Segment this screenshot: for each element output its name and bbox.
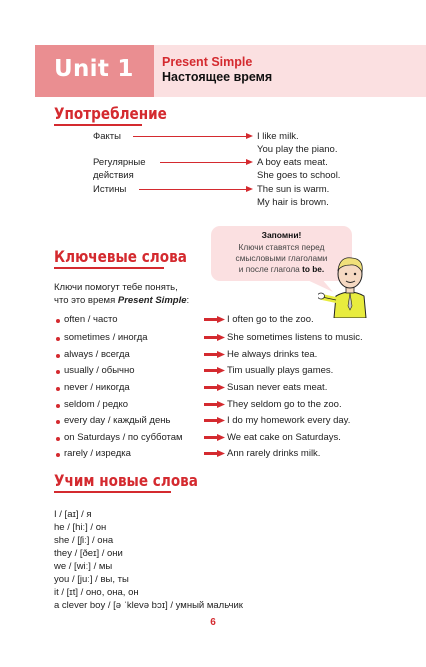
red-arrow-icon: [204, 450, 225, 457]
usage-label-regular: действия: [93, 170, 134, 181]
usage-label-facts: Факты: [93, 131, 121, 142]
red-arrow-icon: [204, 384, 225, 391]
keyword-example: Susan never eats meat.: [227, 382, 328, 393]
keyword-example: He always drinks tea.: [227, 349, 318, 360]
keywords-section-title: Ключевые слова: [54, 247, 187, 266]
bullet-icon: [56, 437, 60, 441]
topic-title-english: Present Simple: [162, 55, 253, 69]
unit-title: Unit 1: [54, 56, 134, 82]
red-arrow-icon: [204, 367, 225, 374]
topic-title-russian: Настоящее время: [162, 70, 273, 84]
usage-arrow-truths: [139, 189, 246, 190]
keywords-title-underline: [54, 267, 164, 269]
vocab-title-underline: [54, 491, 171, 493]
keyword-item: sometimes / иногда: [64, 332, 148, 343]
usage-example: I like milk.: [257, 131, 299, 142]
keywords-intro: что это время Present Simple:: [54, 295, 190, 306]
bullet-icon: [56, 404, 60, 408]
arrow-head-icon: [246, 133, 253, 139]
vocab-item: they / [ðeɪ] / они: [54, 548, 123, 559]
keyword-item: often / часто: [64, 314, 118, 325]
red-arrow-icon: [204, 334, 225, 341]
usage-example: My hair is brown.: [257, 197, 329, 208]
keyword-example: They seldom go to the zoo.: [227, 399, 342, 410]
callout-title: Запомни!: [261, 230, 302, 240]
keyword-example: Ann rarely drinks milk.: [227, 448, 321, 459]
keyword-item: always / всегда: [64, 349, 130, 360]
callout-text: Ключи ставятся перед смысловыми глаголами и после глагола to be.: [235, 242, 328, 274]
keyword-example: We eat cake on Saturdays.: [227, 432, 341, 443]
keyword-item: rarely / изредка: [64, 448, 131, 459]
bullet-icon: [56, 337, 60, 341]
arrow-head-icon: [246, 186, 253, 192]
page-number: 6: [210, 617, 216, 628]
keyword-item: usually / обычно: [64, 365, 135, 376]
keyword-example: She sometimes listens to music.: [227, 332, 363, 343]
bullet-icon: [56, 453, 60, 457]
usage-label-regular: Регулярные: [93, 157, 146, 168]
vocab-item: a clever boy / [ə ˈklevə bɔɪ] / умный мальчик: [54, 600, 243, 611]
bullet-icon: [56, 370, 60, 374]
keyword-example: I do my homework every day.: [227, 415, 351, 426]
vocab-item: you / [juː] / вы, ты: [54, 574, 129, 585]
keyword-arrows: [204, 313, 226, 463]
red-arrow-icon: [204, 316, 225, 323]
keyword-item: on Saturdays / по субботам: [64, 432, 183, 443]
boy-illustration-icon: [318, 250, 386, 318]
usage-arrow-facts: [133, 136, 246, 137]
keyword-item: every day / каждый день: [64, 415, 171, 426]
bullet-icon: [56, 354, 60, 358]
usage-section-title: Употребление: [54, 104, 167, 123]
keyword-item: never / никогда: [64, 382, 130, 393]
red-arrow-icon: [204, 417, 225, 424]
red-arrow-icon: [204, 351, 225, 358]
vocab-item: she / [ʃiː] / она: [54, 535, 114, 546]
keywords-intro: Ключи помогут тебе понять,: [54, 282, 178, 293]
bullet-icon: [56, 420, 60, 424]
red-arrow-icon: [204, 434, 225, 441]
usage-example: You play the piano.: [257, 144, 338, 155]
usage-example: She goes to school.: [257, 170, 341, 181]
vocab-item: it / [ɪt] / оно, она, он: [54, 587, 139, 598]
usage-example: The sun is warm.: [257, 184, 330, 195]
arrow-head-icon: [246, 159, 253, 165]
usage-arrow-regular: [160, 162, 246, 163]
bullet-icon: [56, 319, 60, 323]
vocab-section-title: Учим новые слова: [54, 471, 198, 490]
vocab-item: we / [wiː] / мы: [54, 561, 113, 572]
red-arrow-icon: [204, 401, 225, 408]
keyword-example: I often go to the zoo.: [227, 314, 314, 325]
keyword-item: seldom / редко: [64, 399, 128, 410]
usage-example: A boy eats meat.: [257, 157, 328, 168]
usage-title-underline: [54, 124, 142, 126]
vocab-item: I / [aɪ] / я: [54, 509, 92, 520]
usage-label-truths: Истины: [93, 184, 127, 195]
bullet-icon: [56, 387, 60, 391]
keyword-example: Tim usually plays games.: [227, 365, 334, 376]
vocab-item: he / [hiː] / он: [54, 522, 107, 533]
